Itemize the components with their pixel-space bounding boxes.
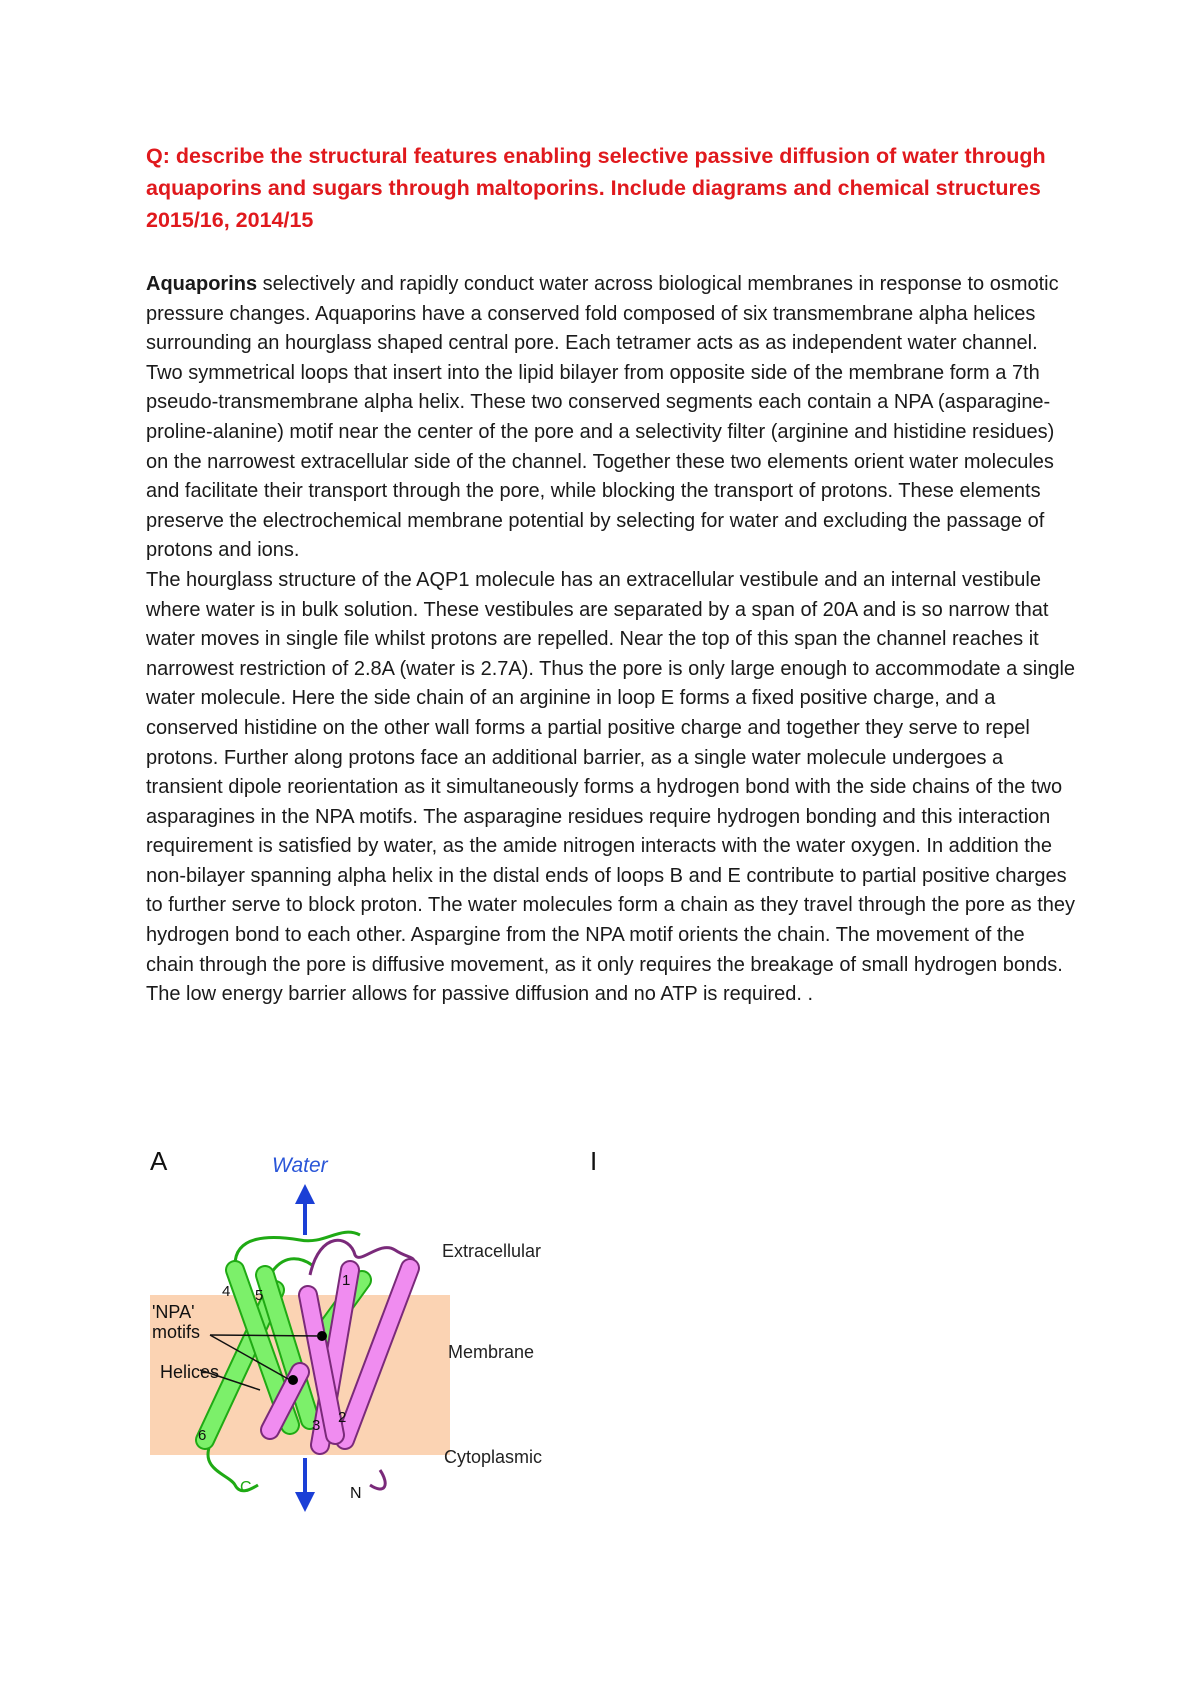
pink-loop-top [310,1240,414,1275]
paragraph-lead-term: Aquaporins [146,273,258,295]
aquaporin-diagram [140,1140,620,1540]
helix-number-5: 5 [255,1287,264,1304]
pink-loop-n [370,1470,385,1489]
paragraph-aquaporins-text: selectively and rapidly conduct water across biological membranes in response to osmotic pressure changes. Aquaporins have a conserved fold composed of six transmembrane alpha helices surrounding an hourglass shaped central pore. Each tetramer acts as as independent water channel. Two symmetrical loops that insert into the lipid bilayer from opposite side of the membrane form a 7th pseudo-transmembrane alpha helix. These two conserved segments each contain a NPA (asparagine-proline-alanine) motif near the center of the pore and a selectivity filter (arginine and histidine residues) on the narrowest extracellular side of the channel. Together these two elements orient water molecules and facilitate their transport through the pore, while blocking the transport of protons. These elements preserve the electrochemical membrane potential by selecting for water and excluding the passage of protons and ions. [146,273,1059,562]
aquaporin-diagram-svg [140,1140,620,1540]
water-label: Water [272,1154,328,1177]
helix-number-4: 4 [222,1283,231,1300]
green-loop-mid [270,1259,312,1275]
npa-label-line1: 'NPA' [152,1302,195,1322]
npa-label-line2: motifs [152,1322,201,1342]
c-terminus-label: C [240,1479,252,1496]
question-text: Q: describe the structural features enabling selective passive diffusion of water through aquaporins and sugars through maltoporins. Include diagrams and chemical structures [146,144,1046,200]
extracellular-label: Extracellular [442,1241,542,1261]
helix-number-3: 3 [312,1417,321,1434]
question-years: 2015/16, 2014/15 [146,208,314,232]
answer-body [146,270,1076,1010]
water-arrow-down [295,1458,315,1512]
panel-label-right: I [590,1146,598,1176]
document-page [146,140,1076,1010]
membrane-label: Membrane [448,1342,535,1362]
cytoplasmic-label: Cytoplasmic [444,1447,543,1467]
helix-number-6: 6 [198,1427,207,1444]
panel-label-a: A [150,1146,168,1176]
paragraph-hourglass: The hourglass structure of the AQP1 molecule has an extracellular vestibule and an internal vestibule where water is in bulk solution. These vestibules are separated by a span of 20A and is so narrow that water moves in single file whilst protons are repelled. Near the top of this span the channel reaches it narrowest restriction of 2.8A (water is 2.7A). Thus the pore is only large enough to accommodate a single water molecule. Here the side chain of an arginine in loop E forms a fixed positive charge, and a conserved histidine on the other wall forms a partial positive charge and together they serve to repel protons. Further along protons face an additional barrier, as a single water molecule undergoes a transient dipole reorientation as it simultaneously forms a hydrogen bond with the side chains of the two asparagines in the NPA motifs. The asparagine residues require hydrogen bonding and this interaction requirement is satisfied by water, as the amide nitrogen interacts with the water oxygen. In addition the non-bilayer spanning alpha helix in the distal ends of loops B and E contribute to partial positive charges to further serve to block proton. The water molecules form a chain as they travel through the pore as they hydrogen bond to each other. Aspargine from the NPA motif orients the chain. The movement of the chain through the pore is diffusive movement, as it only requires the breakage of small hydrogen bonds. The low energy barrier allows for passive diffusion and no ATP is required. . [146,568,1076,1006]
npa-pointer-upper [210,1335,320,1336]
question-heading [146,140,1076,236]
n-terminus-label: N [350,1485,362,1502]
helix-number-2: 2 [338,1409,347,1426]
helix-number-1: 1 [342,1272,351,1289]
paragraph-aquaporins [146,270,1076,566]
helices-label: Helices [160,1362,220,1382]
water-arrow-up [295,1184,315,1235]
